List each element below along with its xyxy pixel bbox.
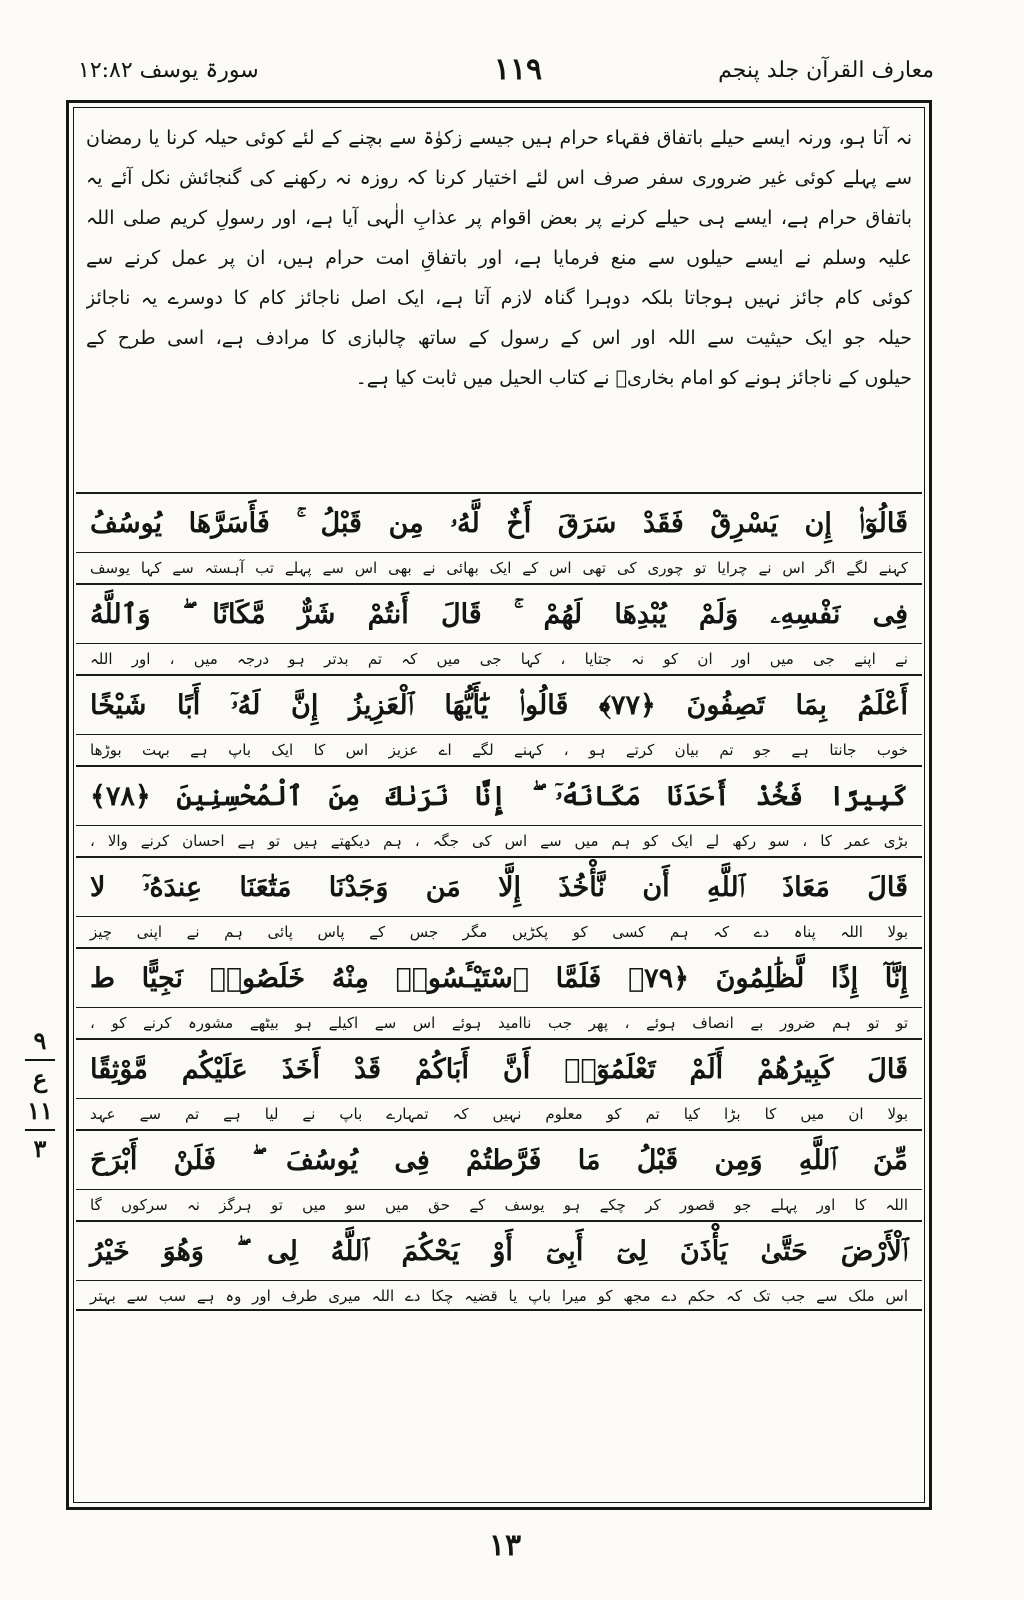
arabic-verse-line: قَالَ كَبِيرُهُمْ أَلَمْ تَعْلَمُوٓا۟ أَنَّ أَبَاكُمْ قَدْ أَخَذَ عَلَيْكُم مَّوْثِقًا [76,1038,922,1098]
arabic-verse-line: فِى نَفْسِهِۦ وَلَمْ يُبْدِهَا لَهُمْ ۚ قَالَ أَنتُمْ شَرٌّ مَّكَانًا ۖ وَٱللَّهُ [76,583,922,643]
translation-line: اس ملک سے جب تک کہ حکم دے مجھ کو میرا باپ یا قضیہ چکا دے اللہ میری طرف اور وہ ہے سب سے بہتر [76,1280,922,1311]
arabic-verse-line: إِنَّآ إِذًا لَّظَٰلِمُونَ ﴿٧٩﴾ فَلَمَّا ٱسْتَيْـَٔسُوا۟ مِنْهُ خَلَصُوا۟ نَجِيًّا ط [76,947,922,1007]
translation-line: تو تو ہم ضرور بے انصاف ہوئے ، پھر جب ناامید ہوئے اس سے اکیلے ہو بیٹھے مشورہ کرنے کو ، [76,1007,922,1038]
ruku-divider [25,1059,55,1061]
arabic-verse-line: أَعْلَمُ بِمَا تَصِفُونَ ﴿٧٧﴾ قَالُوا۟ يَٰٓأَيُّهَا ٱلْعَزِيزُ إِنَّ لَهُۥٓ أَبًا شَيْخًا [76,674,922,734]
translation-line: بولا ان میں کا بڑا کیا تم کو معلوم نہیں کہ تمہارے باپ نے لیا ہے تم سے عہد [76,1098,922,1129]
book-title: معارف القرآن جلد پنجم [718,58,934,83]
translation-line: نے اپنے جی میں اور ان کو نہ جتایا ، کہا جی میں کہ تم بدتر ہو درجہ میں ، اور اللہ [76,643,922,674]
ruku-sub: ۳ [33,1134,47,1163]
commentary-line: حیلوں کے ناجائز ہونے کو امام بخاریؒ نے کتاب الحیل میں ثابت کیا ہے۔ [355,367,912,389]
arabic-verse-line: قَالُوٓا۟ إِن يَسْرِقْ فَقَدْ سَرَقَ أَخٌ لَّهُۥ مِن قَبْلُ ۚ فَأَسَرَّهَا يُوسُفُ [76,492,922,552]
commentary-line: سے پہلے کوئی غیر ضروری سفر صرف اس لئے اختیار کرنا کہ روزہ نہ رکھنے کی گنجائش نکل آئے یہ [86,167,912,189]
commentary-line: حیلہ جو ایک حیثیت سے اللہ اور اس کے رسول کے ساتھ چالبازی کا مرادف ہے، اسی طرح کے [86,327,912,349]
juz-number: ۱۳ [488,1528,522,1563]
commentary-line: کوئی کام جائز نہیں ہوجاتا بلکہ دوہرا گناہ لازم آتا ہے، ایک اصل ناجائز کام کا دوسرے یہ ناجائز [86,287,912,309]
translation-line: کہنے لگے اگر اس نے چرایا تو چوری کی تھی اس کے ایک بھائی نے بھی اس سے پہلے تب آہستہ سے کہا یوسف [76,552,922,583]
verse-grid [76,492,922,1311]
arabic-verse-line: مِّنَ ٱللَّهِ وَمِن قَبْلُ مَا فَرَّطتُمْ فِى يُوسُفَ ۖ فَلَنْ أَبْرَحَ [76,1129,922,1189]
translation-line: بولا اللہ پناہ دے کہ ہم کسی کو پکڑیں مگر جس کے پاس پائی ہم نے اپنی چیز [76,916,922,947]
translation-line: خوب جانتا ہے جو تم بیان کرتے ہو ، کہنے لگے اے عزیز اس کا ایک باپ ہے بہت بوڑھا [76,734,922,765]
arabic-verse-line: ٱلْأَرْضَ حَتَّىٰ يَأْذَنَ لِىٓ أَبِىٓ أَوْ يَحْكُمَ ٱللَّهُ لِى ۖ وَهُوَ خَيْرُ [76,1220,922,1280]
ruku-divider [25,1129,55,1131]
commentary-line: علیہ وسلم نے ایسے حیلوں سے منع فرمایا ہے، اور باتفاقِ امت حرام ہیں، ان پر عمل کرنے سے [86,247,912,269]
translation-line: اللہ کا اور پہلے جو قصور کر چکے ہو یوسف کے حق میں سو میں تو ہرگز نہ سرکوں گا [76,1189,922,1220]
arabic-verse-line: قَالَ مَعَاذَ ٱللَّهِ أَن نَّأْخُذَ إِلَّا مَن وَجَدْنَا مَتَٰعَنَا عِندَهُۥٓ لا [76,856,922,916]
commentary-line: نہ آتا ہو، ورنہ ایسے حیلے باتفاق فقہاء حرام ہیں جیسے زکوٰۃ سے بچنے کے لئے کوئی حیلہ کرنا یا رمضان [86,127,912,149]
commentary-block [76,118,922,490]
running-header [78,52,934,92]
page-number: ۱۱۹ [493,52,543,87]
arabic-verse-line: كَبِيرًا فَخُذْ أَحَدَنَا مَكَانَهُۥٓ ۖ إِنَّا نَرَىٰكَ مِنَ ٱلْمُحْسِنِينَ ﴿٧٨﴾ [76,765,922,825]
ruku-count: ع ۱۱ [27,1064,53,1125]
ruku-marker [18,1025,62,1163]
surah-reference: سورۃ یوسف ۱۲:۸۲ [78,58,259,83]
ruku-number: ۹ [33,1026,47,1055]
commentary-line: باتفاق حرام ہے، ایسے ہی حیلے کرنے پر بعض اقوام پر عذابِ الٰہی آیا ہے، اور رسولِ کریم صلی اللہ [86,207,912,229]
translation-line: بڑی عمر کا ، سو رکھ لے ایک کو ہم میں سے اس کی جگہ ، ہم دیکھتے ہیں تو ہے احسان کرنے والا ، [76,825,922,856]
